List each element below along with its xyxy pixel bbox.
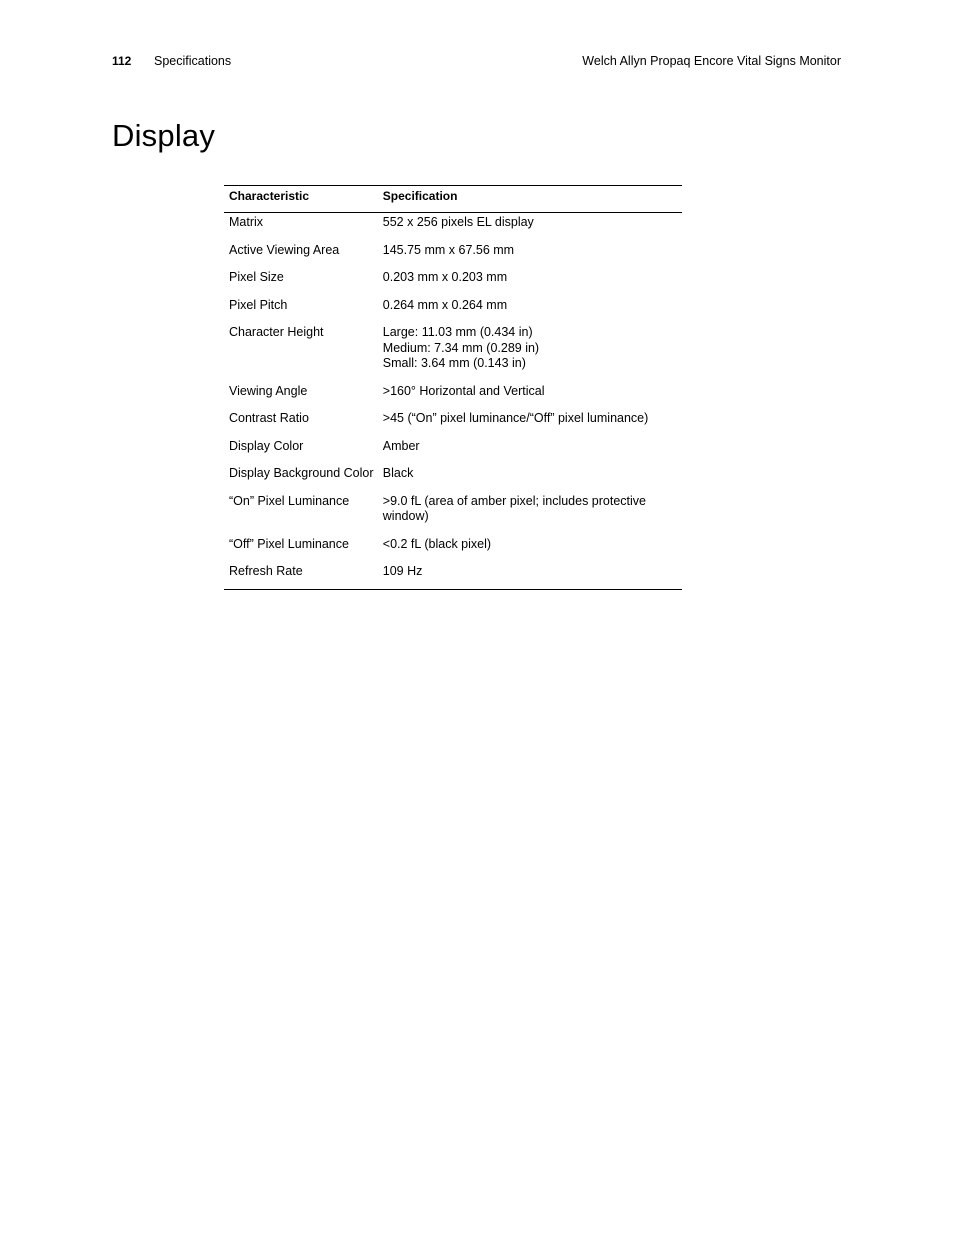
- specification-line: 0.264 mm x 0.264 mm: [382, 297, 508, 312]
- specification-line: 145.75 mm x 67.56 mm: [382, 242, 515, 257]
- table-row: [224, 241, 682, 269]
- table-row: [224, 213, 682, 241]
- table-row: [224, 382, 682, 410]
- specification-line: >160° Horizontal and Vertical: [382, 383, 545, 398]
- specification-cell: [378, 535, 682, 563]
- specification-cell: [378, 268, 682, 296]
- specification-line: Black: [382, 466, 414, 480]
- table-row: [224, 492, 682, 535]
- display-spec-table: [224, 185, 682, 590]
- specification-cell: [378, 464, 682, 492]
- table-row: [224, 562, 682, 589]
- specification-cell: [378, 409, 682, 437]
- table-row: [224, 464, 682, 492]
- specification-cell: [378, 382, 682, 410]
- column-header-characteristic: Characteristic: [224, 186, 378, 213]
- table-row: [224, 409, 682, 437]
- specification-cell: [378, 241, 682, 269]
- specification-line: Medium: 7.34 mm (0.289 in): [382, 340, 540, 355]
- characteristic-cell: Viewing Angle: [229, 383, 308, 398]
- specification-cell: [378, 323, 682, 382]
- characteristic-cell: Refresh Rate: [224, 562, 378, 589]
- table-body: [224, 213, 682, 590]
- document-title: Welch Allyn Propaq Encore Vital Signs Monitor: [582, 54, 841, 68]
- characteristic-cell: Display Color: [229, 438, 304, 453]
- specification-line: >45 (“On” pixel luminance/“Off” pixel luminance): [382, 411, 649, 425]
- page-number: 112: [112, 54, 132, 68]
- characteristic-cell: Character Height: [229, 325, 324, 339]
- specification-line: >9.0 fL (area of amber pixel; includes protective window): [382, 493, 647, 523]
- table-row: [224, 268, 682, 296]
- specification-line: 109 Hz: [382, 564, 423, 578]
- table-header: [224, 186, 682, 213]
- specification-line: Small: 3.64 mm (0.143 in): [382, 356, 526, 370]
- specification-line: Large: 11.03 mm (0.434 in): [382, 325, 533, 339]
- specification-line: Amber: [382, 438, 420, 453]
- table-header-row: [224, 186, 682, 213]
- table-row: [224, 323, 682, 382]
- section-name: Specifications: [154, 54, 232, 68]
- table-row: [224, 535, 682, 563]
- characteristic-cell: “Off” Pixel Luminance: [229, 536, 349, 551]
- page-title: Display: [112, 118, 216, 153]
- characteristic-cell: Active Viewing Area: [229, 242, 340, 257]
- table-row: [224, 296, 682, 324]
- specification-line: 0.203 mm x 0.203 mm: [382, 270, 508, 284]
- specification-cell: [378, 492, 682, 535]
- column-header-specification: Specification: [378, 186, 682, 213]
- specification-line: <0.2 fL (black pixel): [382, 536, 492, 551]
- specification-cell: [378, 562, 682, 589]
- specification-cell: [378, 296, 682, 324]
- specification-line: 552 x 256 pixels EL display: [382, 215, 534, 229]
- characteristic-cell: Matrix: [229, 215, 264, 229]
- specification-cell: [378, 437, 682, 465]
- characteristic-cell: Display Background Color: [229, 466, 374, 480]
- characteristic-cell: Pixel Size: [229, 270, 284, 284]
- table-row: [224, 437, 682, 465]
- characteristic-cell: Pixel Pitch: [229, 297, 288, 312]
- characteristic-cell: “On” Pixel Luminance: [229, 493, 350, 508]
- specification-cell: [378, 213, 682, 241]
- page-header: [112, 52, 841, 70]
- characteristic-cell: Contrast Ratio: [229, 411, 309, 425]
